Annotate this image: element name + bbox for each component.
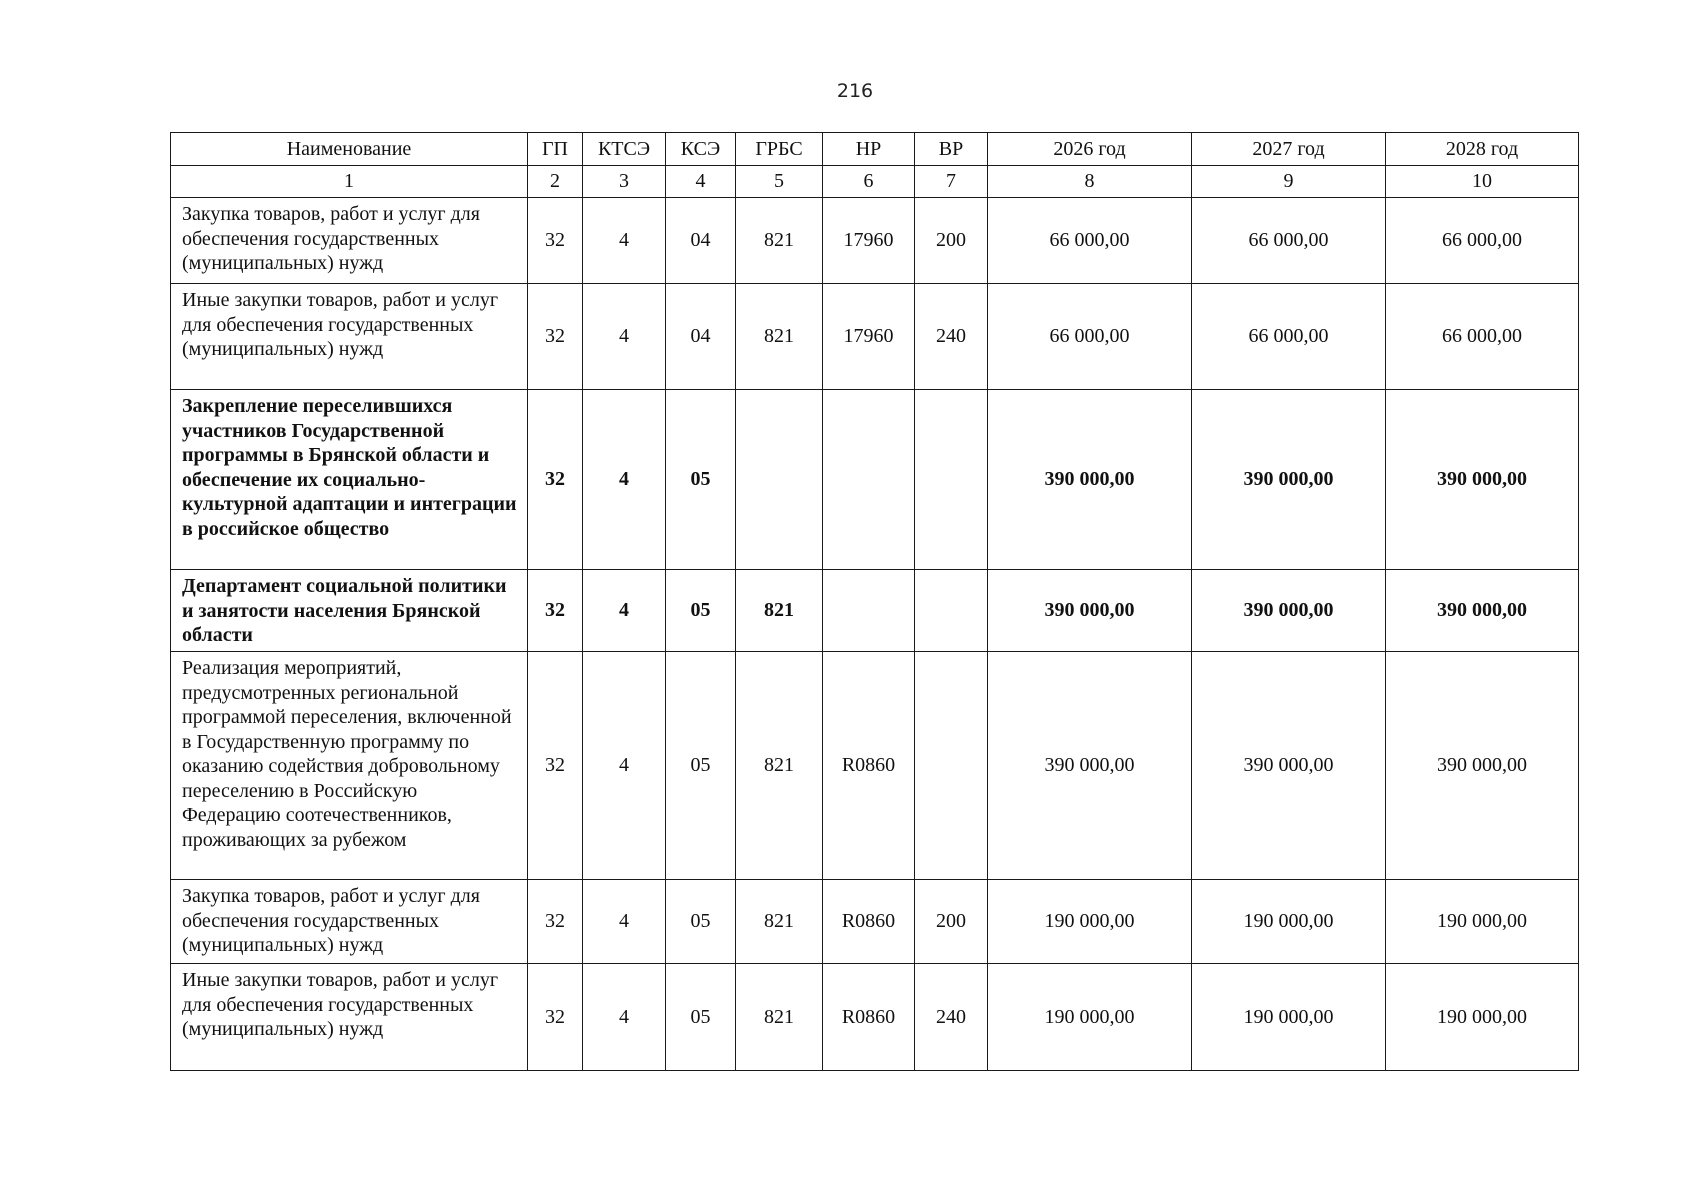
row-kse: 05 xyxy=(666,964,736,1071)
row-gp: 32 xyxy=(528,284,583,390)
row-grbs: 821 xyxy=(736,880,823,964)
table-row xyxy=(171,880,1579,964)
row-nr: 17960 xyxy=(823,284,915,390)
row-2027: 390 000,00 xyxy=(1192,652,1386,880)
row-gp: 32 xyxy=(528,964,583,1071)
row-2026: 390 000,00 xyxy=(988,570,1192,652)
table-row xyxy=(171,390,1579,570)
column-number: 4 xyxy=(666,166,736,198)
column-number: 7 xyxy=(915,166,988,198)
row-name: Иные закупки товаров, работ и услуг для обеспечения государственных (муниципальных) нужд xyxy=(171,284,528,390)
row-ktse: 4 xyxy=(583,880,666,964)
row-name: Закупка товаров, работ и услуг для обеспечения государственных (муниципальных) нужд xyxy=(171,198,528,284)
column-number: 3 xyxy=(583,166,666,198)
row-vr xyxy=(915,390,988,570)
row-name: Департамент социальной политики и занятости населения Брянской области xyxy=(171,570,528,652)
row-gp: 32 xyxy=(528,880,583,964)
row-kse: 05 xyxy=(666,880,736,964)
row-kse: 04 xyxy=(666,284,736,390)
row-2027: 190 000,00 xyxy=(1192,880,1386,964)
row-2026: 66 000,00 xyxy=(988,198,1192,284)
row-ktse: 4 xyxy=(583,390,666,570)
table-row xyxy=(171,198,1579,284)
column-number: 9 xyxy=(1192,166,1386,198)
row-nr xyxy=(823,570,915,652)
row-nr: R0860 xyxy=(823,880,915,964)
row-gp: 32 xyxy=(528,652,583,880)
row-2028: 190 000,00 xyxy=(1386,964,1579,1071)
row-vr: 200 xyxy=(915,198,988,284)
row-name: Закрепление переселившихся участников Государственной программы в Брянской области и обеспечение их социально-культурной адаптации и интеграции в российское общество xyxy=(171,390,528,570)
budget-table xyxy=(170,132,1579,1071)
row-grbs: 821 xyxy=(736,964,823,1071)
row-name: Иные закупки товаров, работ и услуг для обеспечения государственных (муниципальных) нужд xyxy=(171,964,528,1071)
header-row xyxy=(171,133,1579,166)
row-grbs: 821 xyxy=(736,284,823,390)
header-gp: ГП xyxy=(528,133,583,166)
row-2028: 66 000,00 xyxy=(1386,284,1579,390)
row-2028: 66 000,00 xyxy=(1386,198,1579,284)
row-grbs: 821 xyxy=(736,652,823,880)
table-row xyxy=(171,570,1579,652)
header-nr: НР xyxy=(823,133,915,166)
page-number: 216 xyxy=(836,80,874,102)
row-vr: 240 xyxy=(915,284,988,390)
row-grbs xyxy=(736,390,823,570)
row-2027: 66 000,00 xyxy=(1192,284,1386,390)
row-name: Реализация мероприятий, предусмотренных региональной программой переселения, включенной в Государственную программу по оказанию содействия добровольному переселению в Российскую Федерацию соотечественников, проживающих за рубежом xyxy=(171,652,528,880)
header-2028: 2028 год xyxy=(1386,133,1579,166)
row-nr: R0860 xyxy=(823,652,915,880)
row-2028: 390 000,00 xyxy=(1386,390,1579,570)
row-2027: 390 000,00 xyxy=(1192,570,1386,652)
table-row xyxy=(171,284,1579,390)
row-ktse: 4 xyxy=(583,198,666,284)
row-vr xyxy=(915,652,988,880)
row-2026: 190 000,00 xyxy=(988,964,1192,1071)
row-2027: 190 000,00 xyxy=(1192,964,1386,1071)
row-grbs: 821 xyxy=(736,198,823,284)
row-2028: 390 000,00 xyxy=(1386,652,1579,880)
row-nr: R0860 xyxy=(823,964,915,1071)
row-kse: 05 xyxy=(666,390,736,570)
column-number: 1 xyxy=(171,166,528,198)
table-row xyxy=(171,964,1579,1071)
row-gp: 32 xyxy=(528,198,583,284)
row-gp: 32 xyxy=(528,570,583,652)
header-kse: КСЭ xyxy=(666,133,736,166)
header-2026: 2026 год xyxy=(988,133,1192,166)
header-2027: 2027 год xyxy=(1192,133,1386,166)
column-number: 2 xyxy=(528,166,583,198)
column-number: 5 xyxy=(736,166,823,198)
column-number: 8 xyxy=(988,166,1192,198)
row-ktse: 4 xyxy=(583,964,666,1071)
row-ktse: 4 xyxy=(583,570,666,652)
row-2026: 66 000,00 xyxy=(988,284,1192,390)
row-nr xyxy=(823,390,915,570)
row-vr: 240 xyxy=(915,964,988,1071)
header-vr: ВР xyxy=(915,133,988,166)
row-nr: 17960 xyxy=(823,198,915,284)
row-2026: 390 000,00 xyxy=(988,390,1192,570)
row-2027: 66 000,00 xyxy=(1192,198,1386,284)
header-name: Наименование xyxy=(171,133,528,166)
row-ktse: 4 xyxy=(583,652,666,880)
row-vr: 200 xyxy=(915,880,988,964)
row-ktse: 4 xyxy=(583,284,666,390)
row-2027: 390 000,00 xyxy=(1192,390,1386,570)
row-gp: 32 xyxy=(528,390,583,570)
row-2028: 390 000,00 xyxy=(1386,570,1579,652)
table-row xyxy=(171,652,1579,880)
header-ktse: КТСЭ xyxy=(583,133,666,166)
row-kse: 05 xyxy=(666,652,736,880)
row-kse: 05 xyxy=(666,570,736,652)
row-name: Закупка товаров, работ и услуг для обеспечения государственных (муниципальных) нужд xyxy=(171,880,528,964)
header-grbs: ГРБС xyxy=(736,133,823,166)
column-number-row xyxy=(171,166,1579,198)
row-2028: 190 000,00 xyxy=(1386,880,1579,964)
row-grbs: 821 xyxy=(736,570,823,652)
column-number: 10 xyxy=(1386,166,1579,198)
row-vr xyxy=(915,570,988,652)
row-kse: 04 xyxy=(666,198,736,284)
row-2026: 390 000,00 xyxy=(988,652,1192,880)
column-number: 6 xyxy=(823,166,915,198)
row-2026: 190 000,00 xyxy=(988,880,1192,964)
